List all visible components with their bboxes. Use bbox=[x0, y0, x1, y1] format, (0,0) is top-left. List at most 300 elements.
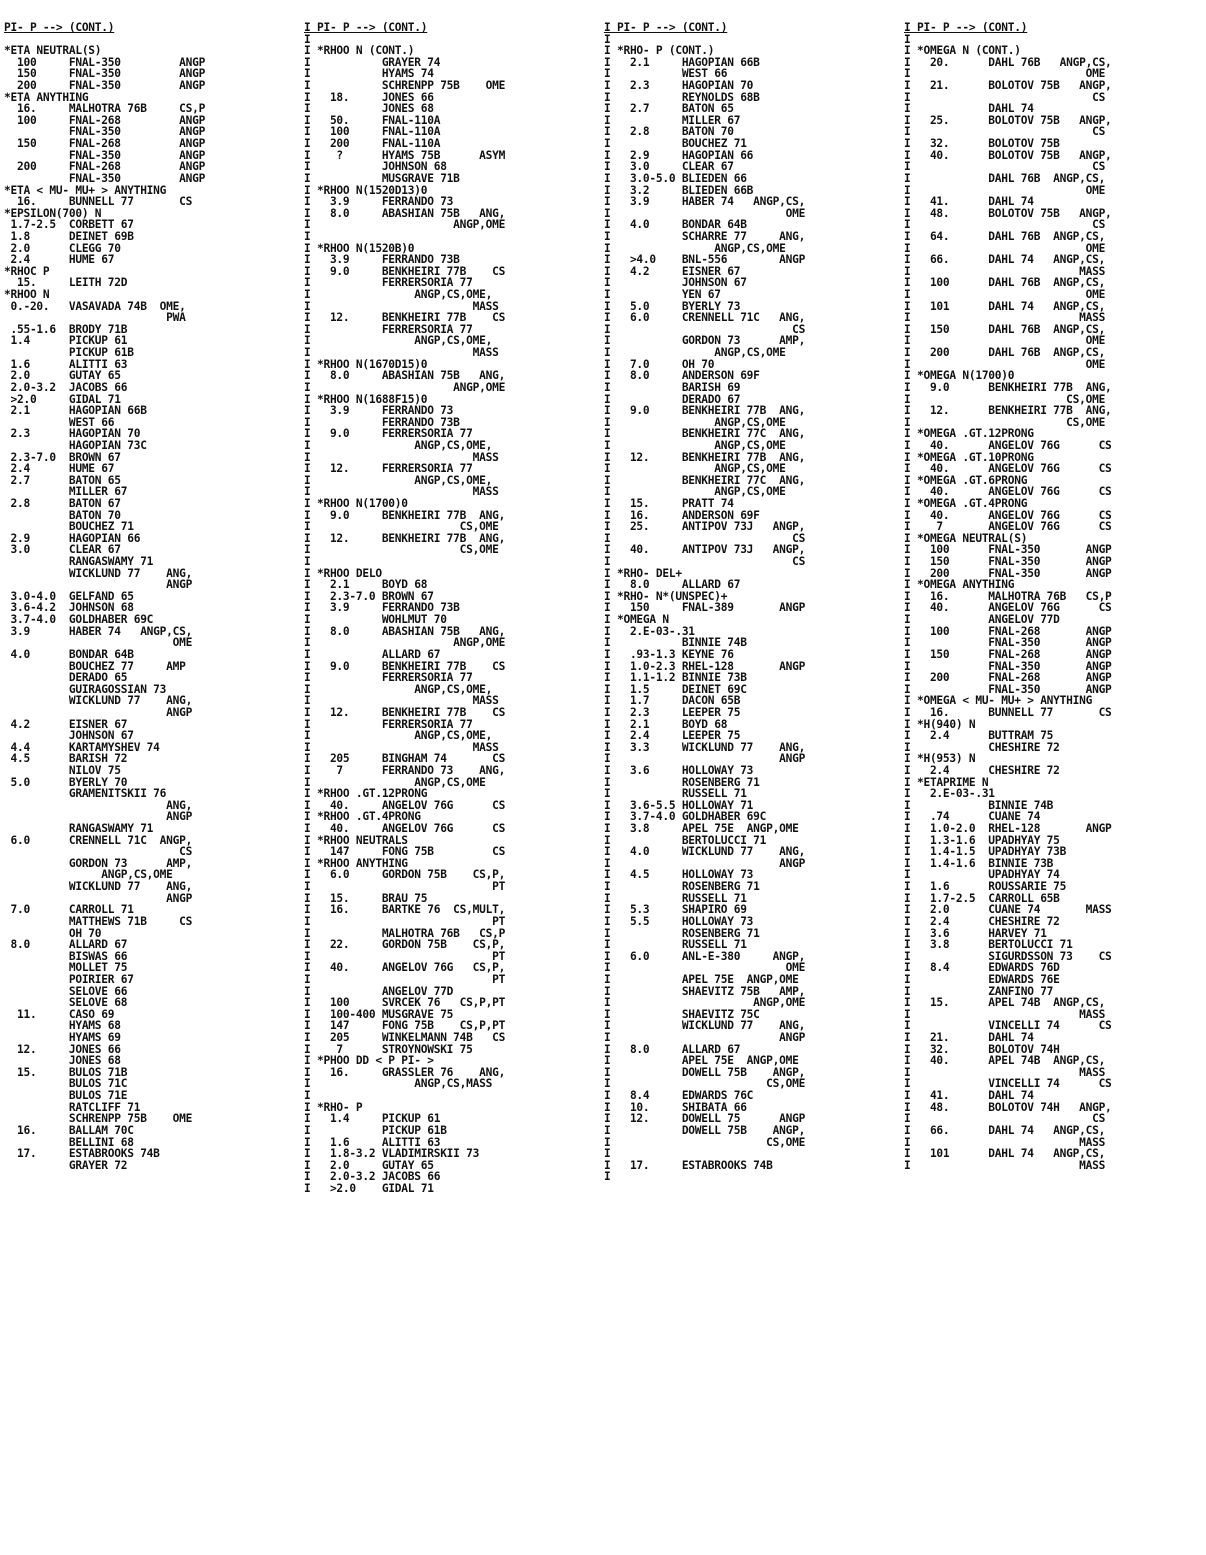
text-line: WICKLUND 77 ANG, bbox=[4, 880, 193, 894]
text-line: I SHAEVITZ 75C bbox=[604, 1007, 760, 1021]
text-line: I bbox=[604, 1147, 611, 1161]
text-line: I 16. BUNNELL 77 CS bbox=[904, 705, 1112, 719]
text-line: I ANGP,CS,OME bbox=[604, 485, 786, 499]
text-line: 16. BALLAM 70C bbox=[4, 1123, 134, 1137]
text-line: 1.8 DEINET 69B bbox=[4, 229, 134, 243]
text-line: I FERRERSORIA 77 bbox=[304, 276, 473, 290]
text-line: I MASS bbox=[904, 1135, 1106, 1149]
text-line: I CS bbox=[604, 555, 806, 569]
text-line: I CS,OME bbox=[604, 1077, 806, 1091]
text-line: BOUCHEZ 71 bbox=[4, 520, 134, 534]
text-line: I APEL 75E ANGP,OME bbox=[604, 1054, 799, 1068]
text-line: I 2.3 LEEPER 75 bbox=[604, 705, 741, 719]
text-line: 100 FNAL-268 ANGP bbox=[4, 113, 206, 127]
text-line: I 40. ANGELOV 76G CS,P, bbox=[304, 961, 506, 975]
text-line: I 1.4-1.6 BINNIE 73B bbox=[904, 856, 1054, 870]
text-line: I 2.7 BATON 65 bbox=[604, 102, 734, 116]
column-header: I PI- P --> (CONT.) bbox=[304, 22, 428, 34]
text-line: I RUSSELL 71 bbox=[604, 938, 747, 952]
column-lines bbox=[4, 34, 304, 1172]
text-line: I 2.9 HAGOPIAN 66 bbox=[604, 148, 754, 162]
text-line: POIRIER 67 bbox=[4, 972, 134, 986]
text-line: I ANGP,CS,OME bbox=[604, 438, 786, 452]
text-line: 11. CASO 69 bbox=[4, 1007, 115, 1021]
text-line: I CS,OME bbox=[304, 543, 499, 557]
column-lines bbox=[304, 34, 604, 1195]
text-line: 3.0 CLEAR 67 bbox=[4, 543, 121, 557]
text-line: I 3.9 HABER 74 ANGP,CS, bbox=[604, 195, 806, 209]
text-line: I 12. BENKHEIRI 77B CS bbox=[304, 705, 506, 719]
text-line: I 9.0 BENKHEIRI 77B ANG, bbox=[904, 380, 1112, 394]
text-line: ANGP bbox=[4, 578, 193, 592]
text-line: I CS,OME bbox=[604, 1135, 806, 1149]
text-line: I GRAYER 74 bbox=[304, 55, 441, 69]
text-line: I ANGP,CS,OME bbox=[604, 346, 786, 360]
text-line: 1.6 ALITTI 63 bbox=[4, 357, 128, 371]
text-line: I 2.8 BATON 70 bbox=[604, 125, 734, 139]
text-line: I 3.6 HOLLOWAY 73 bbox=[604, 764, 754, 777]
text-line: BISWAS 66 bbox=[4, 949, 128, 963]
text-line: I 21. BOLOTOV 75B ANGP, bbox=[904, 79, 1112, 93]
text-line: I CS bbox=[604, 531, 806, 545]
text-line: I *RHOO N(1520D13)0 bbox=[304, 183, 428, 197]
text-line: I ANGP,CS,MASS bbox=[304, 1077, 493, 1091]
text-line: FNAL-350 ANGP bbox=[4, 148, 206, 162]
text-line: I CHESHIRE 72 bbox=[904, 740, 1060, 754]
text-line: I ANGP,OME bbox=[304, 636, 506, 650]
text-line: I 40. ANGELOV 76G CS bbox=[904, 508, 1112, 522]
text-line: OH 70 bbox=[4, 926, 102, 940]
text-line: I *OMEGA N(1700)0 bbox=[904, 369, 1015, 383]
text-line: 3.9 HABER 74 ANGP,CS, bbox=[4, 624, 193, 638]
text-line: I GORDON 73 AMP, bbox=[604, 334, 806, 348]
text-line: 2.0 CLEGG 70 bbox=[4, 241, 121, 255]
text-line: I FERRERSORIA 77 bbox=[304, 322, 473, 336]
text-line: I ANGP,CS,OME, bbox=[304, 288, 493, 302]
text-line: I 101 DAHL 74 ANGP,CS, bbox=[904, 299, 1106, 313]
text-line: I PT bbox=[304, 914, 506, 928]
text-line: I CS bbox=[904, 160, 1106, 174]
text-line: ANGP bbox=[4, 810, 193, 824]
text-line: I HYAMS 74 bbox=[304, 67, 434, 81]
text-line: I *RHOO N(1670D15)0 bbox=[304, 357, 428, 371]
text-line: I 66. DAHL 74 ANGP,CS, bbox=[904, 253, 1106, 267]
text-line: I 200 FNAL-350 ANGP bbox=[904, 566, 1112, 580]
text-line: I 2.E-03-.31 bbox=[904, 787, 995, 801]
text-line: I *OMEGA .GT.6PRONG bbox=[904, 473, 1028, 487]
text-line: I 12. BENKHEIRI 77B CS bbox=[304, 311, 506, 325]
text-line: 16. BUNNELL 77 CS bbox=[4, 195, 193, 209]
text-line: I ANGP,CS,OME bbox=[604, 241, 786, 255]
text-line: RANGASWAMY 71 bbox=[4, 555, 154, 569]
text-line: I DAHL 76B ANGP,CS, bbox=[904, 171, 1106, 185]
text-line: I 40. APEL 74B ANGP,CS, bbox=[904, 1054, 1106, 1068]
text-line: I 8.0 ALLARD 67 bbox=[604, 578, 741, 592]
text-line: 4.5 BARISH 72 bbox=[4, 752, 128, 766]
text-line: I ANGP,CS,OME, bbox=[304, 438, 493, 452]
text-line: I >2.0 GIDAL 71 bbox=[304, 1181, 434, 1195]
text-line: I 1.7 DACON 65B bbox=[604, 694, 741, 708]
text-line: 100 FNAL-350 ANGP bbox=[4, 55, 206, 69]
text-line: 15. LEITH 72D bbox=[4, 276, 128, 290]
text-line: MOLLET 75 bbox=[4, 961, 128, 975]
text-line: I 5.5 HOLLOWAY 73 bbox=[604, 914, 754, 928]
text-line: FNAL-350 ANGP bbox=[4, 125, 206, 139]
text-line: ANG, bbox=[4, 798, 193, 812]
text-line: I *OMEGA N (CONT.) bbox=[904, 44, 1021, 58]
text-line: GRAYER 72 bbox=[4, 1158, 128, 1172]
column-header: I PI- P --> (CONT.) bbox=[904, 22, 1028, 34]
text-line: I 150 FNAL-389 ANGP bbox=[604, 601, 806, 615]
text-line: I 205 BINGHAM 74 CS bbox=[304, 752, 506, 766]
text-line: 150 FNAL-350 ANGP bbox=[4, 67, 206, 81]
text-line: I 25. BOLOTOV 75B ANGP, bbox=[904, 113, 1112, 127]
text-line: WICKLUND 77 ANG, bbox=[4, 566, 193, 580]
text-line: I 3.9 FERRANDO 73B bbox=[304, 253, 460, 267]
text-line: I 64. DAHL 76B ANGP,CS, bbox=[904, 229, 1106, 243]
column-header: PI- P --> (CONT.) bbox=[4, 22, 115, 34]
text-line: SCHRENPP 75B OME bbox=[4, 1112, 193, 1126]
text-line: I BENKHEIRI 77C ANG, bbox=[604, 473, 806, 487]
text-line: I .74 CUANE 74 bbox=[904, 810, 1041, 824]
text-line: I *RHO- N*(UNSPEC)+ bbox=[604, 589, 728, 603]
text-line: I BINNIE 74B bbox=[604, 636, 747, 650]
text-line: I 6.0 ANL-E-380 ANGP, bbox=[604, 949, 806, 963]
text-line: I 40. ANGELOV 76G CS bbox=[904, 485, 1112, 499]
text-line: I 22. GORDON 75B CS,P, bbox=[304, 938, 506, 952]
text-line: I ANGP bbox=[604, 752, 806, 766]
text-line: I FNAL-350 ANGP bbox=[904, 682, 1112, 696]
text-line: OME bbox=[4, 636, 193, 650]
text-line: I 9.0 BENKHEIRI 77B CS bbox=[304, 659, 506, 673]
text-line: I ? HYAMS 75B ASYM bbox=[304, 148, 506, 162]
text-line: I 18. JONES 66 bbox=[304, 90, 434, 104]
text-line: PWA bbox=[4, 311, 186, 325]
text-line: I OME bbox=[904, 241, 1106, 255]
text-line: I 4.2 EISNER 67 bbox=[604, 264, 741, 278]
text-line: I ANGP bbox=[604, 1031, 806, 1045]
text-line: *ETA < MU- MU+ > ANYTHING bbox=[4, 183, 167, 197]
text-line: 2.1 HAGOPIAN 66B bbox=[4, 404, 147, 418]
text-line: I 15. PRATT 74 bbox=[604, 496, 734, 510]
text-line: I bbox=[304, 229, 311, 243]
text-line: I 25. ANTIPOV 73J ANGP, bbox=[604, 520, 806, 534]
text-line: I 8.0 ABASHIAN 75B ANG, bbox=[304, 624, 506, 638]
text-line: I MASS bbox=[304, 485, 499, 499]
text-line: I FNAL-350 ANGP bbox=[904, 636, 1112, 650]
text-line: *ETA ANYTHING bbox=[4, 90, 89, 104]
text-line: I 20. DAHL 76B ANGP,CS, bbox=[904, 55, 1112, 69]
text-line: I 15. APEL 74B ANGP,CS, bbox=[904, 996, 1106, 1010]
text-line: MILLER 67 bbox=[4, 485, 128, 499]
text-line: I 1.8-3.2 VLADIMIRSKII 73 bbox=[304, 1147, 480, 1161]
text-line: I 8.4 EDWARDS 76C bbox=[604, 1089, 754, 1103]
text-line: I 1.5 DEINET 69C bbox=[604, 682, 747, 696]
text-line: I *OMEGA < MU- MU+ > ANYTHING bbox=[904, 694, 1093, 708]
text-line: I *OMEGA ANYTHING bbox=[904, 578, 1015, 592]
text-line: I OME bbox=[604, 961, 806, 975]
text-line: BULOS 71C bbox=[4, 1077, 128, 1091]
text-line: I 205 WINKELMANN 74B CS bbox=[304, 1031, 506, 1045]
text-line: I 2.E-03-.31 bbox=[604, 624, 695, 638]
text-line: *RHOC P bbox=[4, 264, 50, 278]
text-line: 2.8 BATON 67 bbox=[4, 496, 121, 510]
text-line: I MASS bbox=[304, 346, 499, 360]
text-line: I 2.4 BUTTRAM 75 bbox=[904, 729, 1054, 743]
text-line: I BOUCHEZ 71 bbox=[604, 137, 747, 151]
text-line: I *OMEGA .GT.4PRONG bbox=[904, 496, 1028, 510]
text-line: I UPADHYAY 74 bbox=[904, 868, 1060, 882]
text-line: I OME bbox=[904, 67, 1106, 81]
text-line: I 40. ANGELOV 76G CS bbox=[304, 798, 506, 812]
text-line: BULOS 71E bbox=[4, 1089, 128, 1103]
text-line: I FERRANDO 73B bbox=[304, 415, 460, 429]
text-line: FNAL-350 ANGP bbox=[4, 171, 206, 185]
text-line: I MASS bbox=[304, 694, 499, 708]
text-line: HYAMS 69 bbox=[4, 1031, 121, 1045]
text-line: I 12. BENKHEIRI 77B ANG, bbox=[904, 404, 1112, 418]
text-line: I DERADO 67 bbox=[604, 392, 741, 406]
text-line: I 41. DAHL 74 bbox=[904, 195, 1034, 209]
text-line: I 12. FERRERSORIA 77 bbox=[304, 462, 473, 476]
text-line: I DOWELL 75B ANGP, bbox=[604, 1065, 806, 1079]
text-line: I 1.0-2.3 RHEL-128 ANGP bbox=[604, 659, 806, 673]
text-line: I bbox=[304, 32, 311, 46]
text-line: I CS bbox=[904, 218, 1106, 232]
text-line: I PICKUP 61B bbox=[304, 1123, 447, 1137]
text-line: I 101 DAHL 74 ANGP,CS, bbox=[904, 1147, 1106, 1161]
text-line: I 3.7-4.0 GOLDHABER 69C bbox=[604, 810, 767, 824]
text-line: BELLINI 68 bbox=[4, 1135, 134, 1149]
text-line: MATTHEWS 71B CS bbox=[4, 914, 193, 928]
text-line: I WOHLMUT 70 bbox=[304, 613, 447, 627]
text-line: I APEL 75E ANGP,OME bbox=[604, 972, 799, 986]
text-line: I *OMEGA .GT.10PRONG bbox=[904, 450, 1034, 464]
text-line: I 40. BOLOTOV 75B ANGP, bbox=[904, 148, 1112, 162]
text-line: I 40. ANGELOV 76G CS bbox=[304, 822, 506, 836]
text-line: I *RHOO N(1700)0 bbox=[304, 496, 408, 510]
text-line: I OME bbox=[904, 288, 1106, 302]
text-line: ANGP,CS,OME bbox=[4, 868, 173, 882]
text-line: BOUCHEZ 77 AMP bbox=[4, 659, 186, 673]
text-line: I 9.0 BENKHEIRI 77B CS bbox=[304, 264, 506, 278]
text-line: I 7 STROYNOWSKI 75 bbox=[304, 1042, 473, 1056]
text-line: 2.4 HUME 67 bbox=[4, 462, 115, 476]
text-line: I *RHO- DEL+ bbox=[604, 566, 682, 580]
text-line: CS bbox=[4, 845, 193, 859]
text-line: I MILLER 67 bbox=[604, 113, 741, 127]
text-line: I bbox=[304, 1089, 311, 1103]
text-line: I 12. BENKHEIRI 77B ANG, bbox=[604, 450, 806, 464]
text-line: I 4.0 WICKLUND 77 ANG, bbox=[604, 845, 806, 859]
text-line: I 100-400 MUSGRAVE 75 bbox=[304, 1007, 454, 1021]
text-line: I 1.4 PICKUP 61 bbox=[304, 1112, 441, 1126]
text-line: I ZANFINO 77 bbox=[904, 984, 1054, 998]
text-line: I OME bbox=[904, 183, 1106, 197]
text-line: I 200 DAHL 76B ANGP,CS, bbox=[904, 346, 1106, 360]
text-line: I 2.3 HAGOPIAN 70 bbox=[604, 79, 754, 93]
text-line: I 8.0 ALLARD 67 bbox=[604, 1042, 741, 1056]
text-line: GORDON 73 AMP, bbox=[4, 856, 193, 870]
text-line: I 5.3 SHAPIRO 69 bbox=[604, 903, 747, 917]
text-line: I *RHOO DELO bbox=[304, 566, 382, 580]
text-line: 0.-20. VASAVADA 74B OME, bbox=[4, 299, 186, 313]
text-line: I 1.3-1.6 UPADHYAY 75 bbox=[904, 833, 1060, 847]
text-line: 150 FNAL-268 ANGP bbox=[4, 137, 206, 151]
text-line: I JOHNSON 68 bbox=[304, 160, 447, 174]
text-line: I 147 FONG 75B CS,P,PT bbox=[304, 1019, 506, 1033]
text-line: *EPSILON(700) N bbox=[4, 206, 102, 220]
text-line: I SHAEVITZ 75B AMP, bbox=[604, 984, 806, 998]
text-line: I 3.9 FERRANDO 73B bbox=[304, 601, 460, 615]
text-line: I 200 FNAL-110A bbox=[304, 137, 441, 151]
text-line: I 200 FNAL-268 ANGP bbox=[904, 671, 1112, 685]
text-line: I MASS bbox=[904, 1007, 1106, 1021]
text-line: .55-1.6 BRODY 71B bbox=[4, 322, 128, 336]
text-line: I ANGP,CS,OME, bbox=[304, 729, 493, 743]
text-line: I MALHOTRA 76B CS,P bbox=[304, 926, 506, 940]
text-line: I 32. BOLOTOV 75B bbox=[904, 137, 1060, 151]
text-line: 17. ESTABROOKS 74B bbox=[4, 1147, 160, 1161]
text-line: I 3.8 APEL 75E ANGP,OME bbox=[604, 822, 799, 836]
text-line: I MASS bbox=[904, 311, 1106, 325]
text-line: 2.0 GUTAY 65 bbox=[4, 369, 121, 383]
text-line: I 2.1 HAGOPIAN 66B bbox=[604, 55, 760, 69]
text-line: I 147 FONG 75B CS bbox=[304, 845, 506, 859]
text-line: 1.7-2.5 CORBETT 67 bbox=[4, 218, 134, 232]
text-line: HYAMS 68 bbox=[4, 1019, 121, 1033]
text-line: I 100 FNAL-268 ANGP bbox=[904, 624, 1112, 638]
text-line: I YEN 67 bbox=[604, 288, 721, 302]
text-line: I 1.6 ALITTI 63 bbox=[304, 1135, 441, 1149]
text-line: I SCHRENPP 75B OME bbox=[304, 79, 506, 93]
text-line: I MASS bbox=[304, 740, 499, 754]
text-line: I ANGP,CS,OME, bbox=[304, 473, 493, 487]
text-line: I ANGP,OME bbox=[304, 380, 506, 394]
text-line: I *ETAPRIME N bbox=[904, 775, 989, 789]
text-line: I SCHARRE 77 ANG, bbox=[604, 229, 806, 243]
text-line: 2.9 HAGOPIAN 66 bbox=[4, 531, 141, 545]
text-line: I *RHOO .GT.12PRONG bbox=[304, 787, 428, 801]
text-line: I 66. DAHL 74 ANGP,CS, bbox=[904, 1123, 1106, 1137]
text-line: I 2.3-7.0 BROWN 67 bbox=[304, 589, 434, 603]
text-line: I 2.4 CHESHIRE 72 bbox=[904, 914, 1060, 928]
text-line: I 3.8 BERTOLUCCI 71 bbox=[904, 938, 1073, 952]
text-line: I 150 DAHL 76B ANGP,CS, bbox=[904, 322, 1106, 336]
text-line: I OME bbox=[904, 357, 1106, 371]
text-line: I 9.0 BENKHEIRI 77B ANG, bbox=[604, 404, 806, 418]
text-line: 4.2 EISNER 67 bbox=[4, 717, 128, 731]
text-line: I ANGP,CS,OME bbox=[604, 462, 786, 476]
text-line: I 3.3 WICKLUND 77 ANG, bbox=[604, 740, 806, 754]
text-line: I 7 ANGELOV 76G CS bbox=[904, 520, 1112, 534]
text-line: I 12. BENKHEIRI 77B ANG, bbox=[304, 531, 506, 545]
text-line: I VINCELLI 74 CS bbox=[904, 1077, 1112, 1091]
column-4 bbox=[904, 22, 1204, 1555]
text-line: I 3.6 HARVEY 71 bbox=[904, 926, 1047, 940]
text-line: 3.6-4.2 JOHNSON 68 bbox=[4, 601, 134, 615]
text-line: I 2.4 LEEPER 75 bbox=[604, 729, 741, 743]
text-line: 2.4 HUME 67 bbox=[4, 253, 115, 267]
text-line: I .93-1.3 KEYNE 76 bbox=[604, 647, 734, 661]
text-line: I 16. GRASSLER 76 ANG, bbox=[304, 1065, 506, 1079]
text-line: SELOVE 66 bbox=[4, 984, 128, 998]
text-line: RATCLIFF 71 bbox=[4, 1100, 141, 1114]
text-line: I FERRERSORIA 77 bbox=[304, 671, 473, 685]
text-line: I >4.0 BNL-556 ANGP bbox=[604, 253, 806, 267]
text-line: I 100 DAHL 76B ANGP,CS, bbox=[904, 276, 1106, 290]
text-line: JOHNSON 67 bbox=[4, 729, 134, 743]
text-line: ANGP bbox=[4, 891, 193, 905]
text-line: I *RHO- P bbox=[304, 1100, 363, 1114]
text-line: I 1.6 ROUSSARIE 75 bbox=[904, 880, 1067, 894]
text-line: I *H(953) N bbox=[904, 752, 976, 766]
text-line: I 2.4 CHESHIRE 72 bbox=[904, 764, 1060, 777]
text-line: I BARISH 69 bbox=[604, 380, 741, 394]
text-line: I SIGURDSSON 73 CS bbox=[904, 949, 1112, 963]
text-line: I 7 FERRANDO 73 ANG, bbox=[304, 764, 506, 777]
text-line: I 50. FNAL-110A bbox=[304, 113, 441, 127]
text-line: I CS,OME bbox=[304, 520, 499, 534]
text-line: I *RHOO ANYTHING bbox=[304, 856, 408, 870]
text-line: I ANGP,OME bbox=[304, 218, 506, 232]
text-line: 5.0 BYERLY 70 bbox=[4, 775, 128, 789]
text-line: I BERTOLUCCI 71 bbox=[604, 833, 767, 847]
text-line: I FERRERSORIA 77 bbox=[304, 717, 473, 731]
column-1 bbox=[4, 22, 304, 1555]
text-line: I RUSSELL 71 bbox=[604, 891, 747, 905]
text-line: I 100 FNAL-110A bbox=[304, 125, 441, 139]
text-line: I CS,OME bbox=[904, 392, 1106, 406]
text-line: I 1.4-1.5 UPADHYAY 73B bbox=[904, 845, 1067, 859]
text-line: I OME bbox=[604, 206, 806, 220]
text-line: I FNAL-350 ANGP bbox=[904, 659, 1112, 673]
text-line: I VINCELLI 74 CS bbox=[904, 1019, 1112, 1033]
text-line: I 40. ANGELOV 76G CS bbox=[904, 601, 1112, 615]
text-line: I *OMEGA NEUTRAL(S) bbox=[904, 531, 1028, 545]
text-line: I MASS bbox=[304, 299, 499, 313]
text-line: I *RHOO NEUTRALS bbox=[304, 833, 408, 847]
text-line: I *OMEGA N bbox=[604, 613, 669, 627]
text-line: I ANGP,OME bbox=[604, 996, 806, 1010]
text-line: I 10. SHIBATA 66 bbox=[604, 1100, 747, 1114]
text-line: I *PHOO DD < P PI- > bbox=[304, 1054, 434, 1068]
text-line: I 3.9 FERRANDO 73 bbox=[304, 404, 454, 418]
text-line: BATON 70 bbox=[4, 508, 121, 522]
text-line: 4.4 KARTAMYSHEV 74 bbox=[4, 740, 160, 754]
text-line: I *RHO- P (CONT.) bbox=[604, 44, 715, 58]
text-line: I 2.1 BOYD 68 bbox=[304, 578, 428, 592]
text-line: I CS bbox=[904, 1112, 1106, 1126]
text-line: I 12. DOWELL 75 ANGP bbox=[604, 1112, 806, 1126]
text-line: 2.3 HAGOPIAN 70 bbox=[4, 427, 141, 441]
text-line: 7.0 CARROLL 71 bbox=[4, 903, 134, 917]
column-2 bbox=[304, 22, 604, 1555]
text-line: I PT bbox=[304, 949, 506, 963]
text-line: 1.4 PICKUP 61 bbox=[4, 334, 128, 348]
text-line: NILOV 75 bbox=[4, 764, 121, 777]
text-line: I WICKLUND 77 ANG, bbox=[604, 1019, 806, 1033]
text-line: I 150 FNAL-268 ANGP bbox=[904, 647, 1112, 661]
text-line: I *OMEGA .GT.12PRONG bbox=[904, 427, 1034, 441]
text-line: >2.0 GIDAL 71 bbox=[4, 392, 121, 406]
text-line: I 16. ANDERSON 69F bbox=[604, 508, 760, 522]
text-line: I 8.4 EDWARDS 76D bbox=[904, 961, 1060, 975]
text-line: I JOHNSON 67 bbox=[604, 276, 747, 290]
text-line: 3.7-4.0 GOLDHABER 69C bbox=[4, 613, 154, 627]
text-line: I 8.0 ABASHIAN 75B ANG, bbox=[304, 206, 506, 220]
text-line: ANGP bbox=[4, 705, 193, 719]
